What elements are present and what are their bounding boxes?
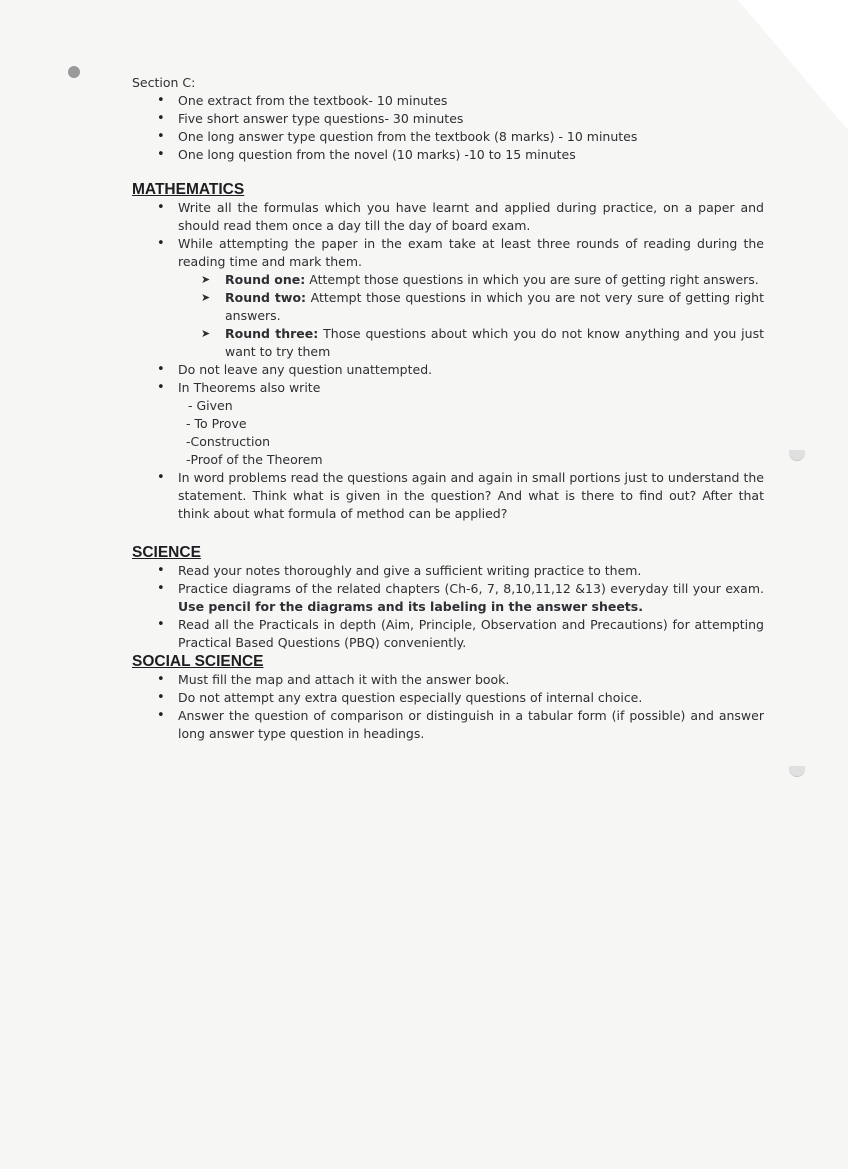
list-item: • One extract from the textbook- 10 minutes [178,92,764,110]
list-item: • One long answer type question from the textbook (8 marks) - 10 minutes [178,128,764,146]
social-science-list [132,671,764,743]
round-text: Attempt those questions in which you are not very sure of getting right answers. [225,290,765,323]
round-item [201,325,764,361]
arrow-icon: ➤ [201,273,211,286]
arrow-icon: ➤ [201,291,211,304]
section-c-list [132,92,764,164]
rounds-list [178,271,764,361]
document-body [132,74,764,743]
science-list [132,562,764,652]
staple-mark [68,66,80,78]
list-item: • Do not leave any question unattempted. [178,361,764,379]
list-item [178,379,764,469]
list-item: • One long question from the novel (10 marks) -10 to 15 minutes [178,146,764,164]
list-item-emphasis: Use pencil for the diagrams and its labeling in the answer sheets. [178,599,643,614]
round-text: Attempt those questions in which you are sure of getting right answers. [305,272,759,287]
arrow-icon: ➤ [201,327,211,340]
list-item-text: While attempting the paper in the exam take at least three rounds of reading during the reading time and mark them. [178,236,764,269]
section-c-title: Section C: [132,75,196,90]
list-item: • In word problems read the questions again and again in small portions just to understand the statement. Think what is given in the question? And what is there to find out? After that think about what formula of method can be applied? [178,469,764,523]
round-label: Round one: [225,272,306,287]
section-c [132,74,764,164]
round-label: Round two: [225,290,307,305]
science-section [132,543,764,652]
round-item [201,271,764,289]
list-item: • Read all the Practicals in depth (Aim, Principle, Observation and Precautions) for attempting Practical Based Questions (PBQ) conveniently. [178,616,764,652]
punch-hole [789,450,805,461]
list-item: • Must fill the map and attach it with the answer book. [178,671,764,689]
list-item: • Write all the formulas which you have learnt and applied during practice, on a paper and should read them once a day till the day of board exam. [178,199,764,235]
mathematics-list [132,199,764,523]
theorem-part: - To Prove [186,416,247,431]
list-item [178,235,764,361]
list-item-text: In Theorems also write [178,380,321,395]
theorem-part: - Given [188,398,233,413]
list-item-text: Practice diagrams of the related chapters (Ch-6, 7, 8,10,11,12 &13) everyday till your exam. [178,581,764,596]
round-text: Those questions about which you do not know anything and you just want to try them [225,326,764,359]
science-heading: SCIENCE [132,544,201,561]
list-item: • Answer the question of comparison or distinguish in a tabular form (if possible) and answer long answer type question in headings. [178,707,764,743]
punch-hole [789,766,805,777]
list-item: • Five short answer type questions- 30 minutes [178,110,764,128]
mathematics-section [132,180,764,523]
social-science-section [132,652,764,743]
round-label: Round three: [225,326,319,341]
theorem-part: -Proof of the Theorem [186,452,323,467]
social-science-heading: SOCIAL SCIENCE [132,653,264,670]
list-item [178,580,764,616]
mathematics-heading: MATHEMATICS [132,181,245,198]
round-item [201,289,765,325]
list-item: • Read your notes thoroughly and give a sufficient writing practice to them. [178,562,764,580]
list-item: • Do not attempt any extra question especially questions of internal choice. [178,689,764,707]
theorem-part: -Construction [186,434,271,449]
